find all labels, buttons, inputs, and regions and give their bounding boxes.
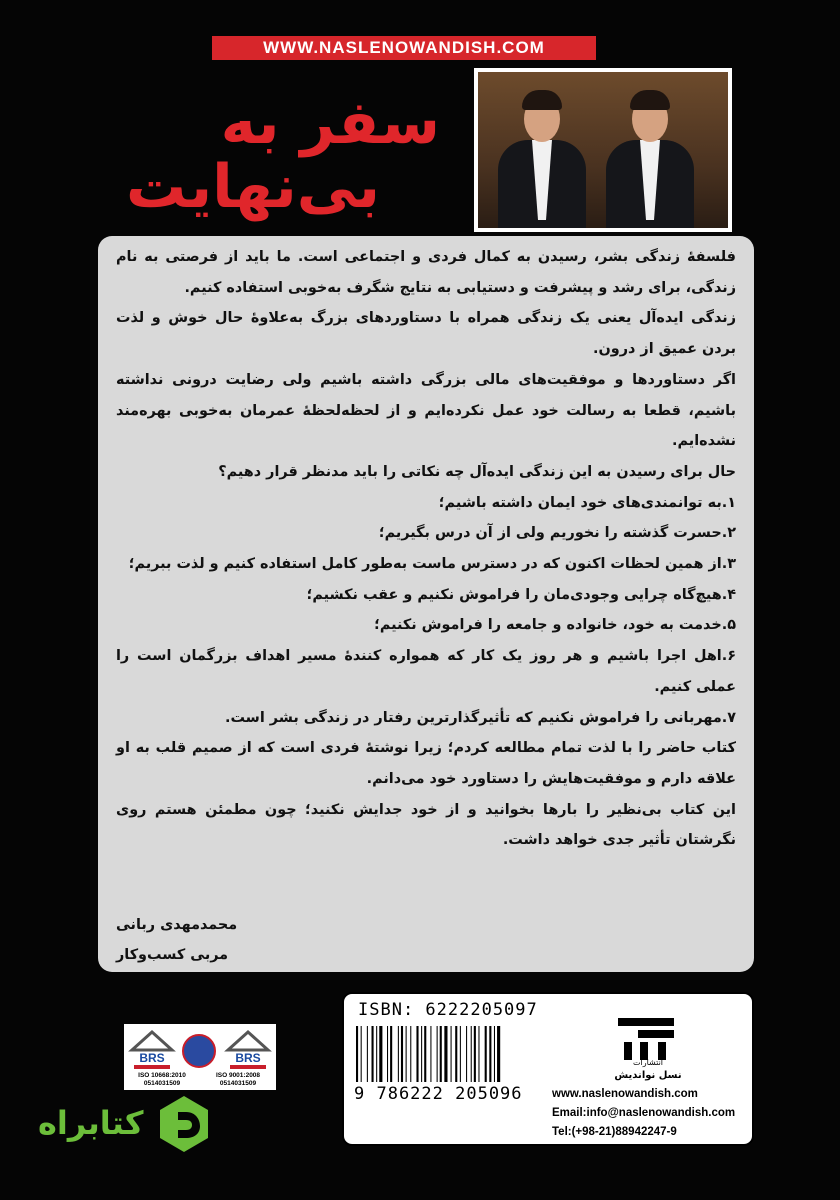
ketabrah-logo-icon [156,1094,212,1154]
barcode-bar [494,1026,495,1082]
book-title [110,90,440,220]
book-title-line2: بی‌نهایت [126,152,380,222]
publisher-caption: انتشارات [632,1058,664,1067]
barcode-bar [376,1026,377,1082]
barcode-bar [356,1026,358,1082]
barcode [356,1026,540,1082]
person-figure [492,78,592,228]
barcode-bar [410,1026,411,1082]
barcode-bar [460,1026,461,1082]
barcode-bar [398,1026,399,1082]
publisher-name: نسل نواندیش [614,1070,682,1081]
iso-label: ISO 10668:2010 0514031509 [138,1072,186,1087]
isbn-box [342,992,754,1146]
barcode-bar [437,1026,438,1082]
list-item: ۶.اهل اجرا باشیم و هر روز یک کار که همواره کنندهٔ مسیر اهداف بزرگمان است را عملی کنیم. [116,648,736,695]
list-item: ۲.حسرت گذشته را نخوریم ولی از آن درس بگیریم؛ [378,525,736,542]
publisher-phone: Tel:(+98-21)88942247-9 [552,1126,677,1138]
barcode-bar [367,1026,368,1082]
publisher-website: www.naslenowandish.com [552,1088,698,1100]
barcode-digits: 9 786222 205096 [354,1084,523,1104]
barcode-bar [440,1026,442,1082]
paragraph: اگر دستاوردها و موفقیت‌های مالی بزرگی داشته باشیم ولی رضایت درونی نداشته باشیم، قطعا به رسالت خود عمل نکرده‌ایم و از لحظه‌لحظهٔ عمرمان به‌خوبی بهره‌مند نشده‌ایم. [116,371,736,450]
back-cover-text-panel [98,236,754,972]
barcode-bar [401,1026,403,1082]
iso-label: ISO 9001:2008 0514031509 [215,1072,261,1087]
website-banner: WWW.NASLENOWANDISH.COM [212,36,596,60]
barcode-bar [416,1026,418,1082]
barcode-bar [451,1026,452,1082]
paragraph: کتاب حاضر را با لذت تمام مطالعه کردم؛ زیرا نوشتهٔ فردی است که از صمیم قلب به او علاقه دارم و موفقیت‌هایش را دستاورد خود می‌دانم. [116,740,736,787]
list-item: ۱.به توانمندی‌های خود ایمان داشته باشیم؛ [438,494,736,511]
barcode-bar [372,1026,374,1082]
author-name: محمدمهدی ربانی [116,917,238,933]
barcode-bar [387,1026,388,1082]
barcode-bar [361,1026,362,1082]
paragraph: این کتاب بی‌نظیر را بارها بخوانید و از خود جدایش نکنید؛ چون مطمئن هستم روی نگرشتان تأثیر جدی خواهد داشت. [116,801,736,849]
book-title-line1: سفر به [220,88,440,158]
barcode-bar [455,1026,457,1082]
author-photo [474,68,732,232]
svg-text:BRS: BRS [139,1051,165,1065]
person-figure [600,78,700,228]
ketabrah-watermark: کتابراه [38,1104,144,1142]
paragraph: فلسفهٔ زندگی بشر، رسیدن به کمال فردی و اجتماعی است. ما باید از فرصتی به نام زندگی، برای رشد و پیشرفت و دستیابی به نتایج شگرف به‌خوبی استفاده کنیم. [116,249,736,296]
author-signature [116,910,237,970]
publisher-email: Email:info@naslenowandish.com [552,1107,736,1119]
barcode-bar [485,1026,487,1082]
certification-badges [124,1024,276,1090]
brs-logo-icon [128,1028,176,1072]
brs-logo-icon [224,1028,272,1072]
barcode-bar [497,1026,500,1082]
gosi-seal-icon [182,1034,216,1068]
paragraph: حال برای رسیدن به این زندگی ایده‌آل چه نکاتی را باید مدنظر قرار دهیم؟ [218,463,736,480]
isbn-label: ISBN: 6222205097 [358,1000,538,1020]
barcode-bar [430,1026,431,1082]
barcode-bar [478,1026,479,1082]
list-item: ۷.مهربانی را فراموش نکنیم که تأثیرگذارترین رفتار در زندگی بشر است. [224,709,736,726]
barcode-bar [474,1026,476,1082]
barcode-bar [390,1026,392,1082]
paragraph: زندگی ایده‌آل یعنی یک زندگی همراه با دستاوردهای بزرگ به‌علاوهٔ حال خوش و لذت بردن عمیق از درون. [116,310,736,358]
list-item: ۴.هیچ‌گاه چرایی وجودی‌مان را فراموش نکنیم و عقب نکشیم؛ [306,586,736,603]
barcode-bar [379,1026,382,1082]
list-item: ۳.از همین لحظات اکنون که در دسترس ماست به‌طور کامل استفاده کنیم و لذت ببریم؛ [128,556,736,573]
barcode-bar [444,1026,447,1082]
barcode-bar [489,1026,491,1082]
author-role: مربی کسب‌وکار [116,947,229,963]
barcode-bar [424,1026,426,1082]
svg-text:BRS: BRS [235,1051,261,1065]
barcode-bar [406,1026,407,1082]
barcode-bar [421,1026,422,1082]
barcode-bar [466,1026,467,1082]
barcode-bar [471,1026,472,1082]
list-item: ۵.خدمت به خود، خانواده و جامعه را فراموش نکنیم؛ [374,617,736,634]
